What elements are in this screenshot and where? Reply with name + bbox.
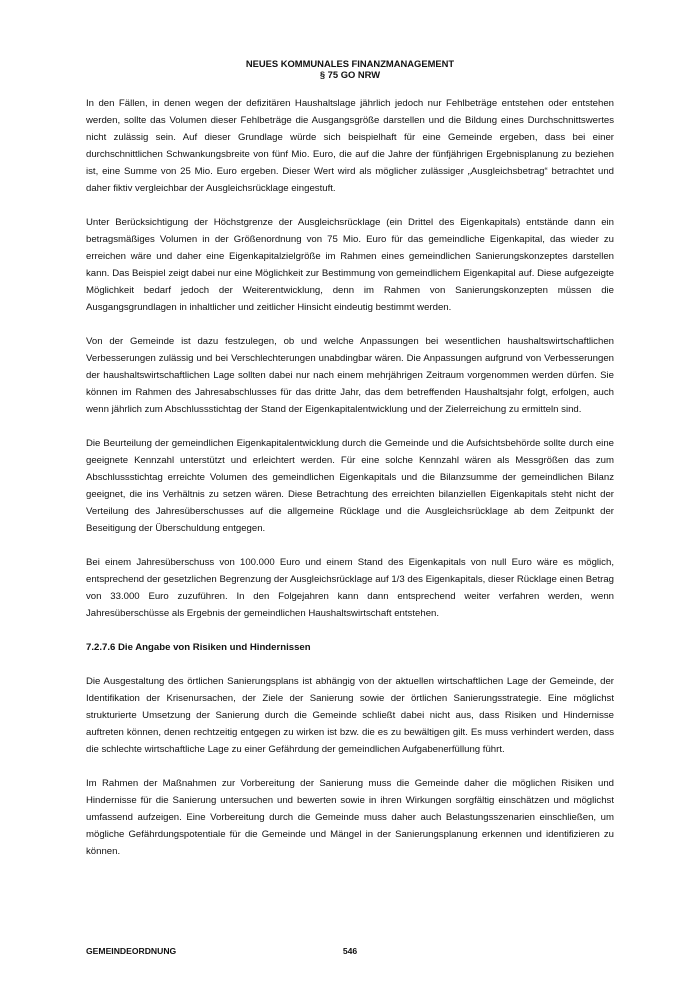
header-title: NEUES KOMMUNALES FINANZMANAGEMENT	[245, 58, 455, 69]
body-paragraph: Von der Gemeinde ist dazu festzulegen, ob und welche Anpassungen bei wesentlichen haushaltswirtschaftlichen Verbesserungen zulässig und bei Verschlechterungen unabdingbar wären. Die Anpassungen aufgrund von Verbesserungen der haushaltswirtschaftlichen Lage sollten dabei nur nach einem mehrjährigen Zeitraum vorgenommen werden dürfen. Sie können im Rahmen des Jahresabschlusses für das dritte Jahr, das dem betreffenden Haushaltsjahr folgt, erfolgen, auch wenn jährlich zum Abschlussstichtag der Stand der Eigenkapitalentwicklung und der Zielerreichung zu ermitteln sind.	[86, 336, 614, 415]
body-paragraph: Im Rahmen der Maßnahmen zur Vorbereitung der Sanierung muss die Gemeinde daher die möglichen Risiken und Hindernisse für die Sanierung untersuchen und bewerten sowie in ihren Wirkungen sorgfältig einschätzen und möglichst umfassend aufzeigen. Eine Vorbereitung durch die Gemeinde muss daher auch Belastungsszenarien einschließen, um mögliche Gefährdungspotentiale für die Gemeinde und Mängel in der Sanierungsplanung erkennen und identifizieren zu können.	[86, 778, 614, 857]
header-subtitle: § 75 GO NRW	[319, 69, 381, 80]
page-number: 546	[342, 946, 358, 956]
body-paragraph: Die Beurteilung der gemeindlichen Eigenkapitalentwicklung durch die Gemeinde und die Aufsichtsbehörde sollte durch eine geeignete Kennzahl unterstützt und erleichtert werden. Für eine solche Kennzahl wären als Messgrößen das zum Abschlussstichtag erreichte Volumen des gemeindlichen Eigenkapitals und die Bilanzsumme der gemeindlichen Bilanz geeignet, die ins Verhältnis zu setzen wären. Diese Betrachtung des erreichten bilanziellen Eigenkapitals steht nicht der Verteilung des Jahresüberschusses auf die allgemeine Rücklage und die Ausgleichsrücklage ab dem Zeitpunkt der Beseitigung der Überschuldung entgegen.	[86, 438, 614, 534]
section-heading: 7.2.7.6 Die Angabe von Risiken und Hindernissen	[86, 642, 311, 653]
body-paragraph: Bei einem Jahresüberschuss von 100.000 Euro und einem Stand des Eigenkapitals von null Euro wäre es möglich, entsprechend der gesetzlichen Begrenzung der Ausgleichsrücklage auf 1/3 des Eigenkapitals, dieser Rücklage einen Betrag von 33.000 Euro zuzuführen. In den Folgejahren kann dann entsprechend weiter verfahren werden, wenn Jahresüberschüsse als Ergebnis der gemeindlichen Haushaltswirtschaft entstehen.	[86, 557, 614, 619]
footer-title: GEMEINDEORDNUNG	[86, 946, 177, 956]
page-body	[86, 95, 614, 877]
body-paragraph: Unter Berücksichtigung der Höchstgrenze der Ausgleichsrücklage (ein Drittel des Eigenkapitals) entstände dann ein betragsmäßiges Volumen in der Größenordnung von 75 Mio. Euro für das gemeindliche Eigenkapital, das wieder zu erreichen wäre und daher eine Eigenkapitalzielgröße im Rahmen eines gemeindlichen Sanierungskonzeptes darstellen kann. Das Beispiel zeigt dabei nur eine Möglichkeit zur Bestimmung von gemeindlichem Eigenkapital auf. Diese aufgezeigte Möglichkeit bedarf jedoch der Weiterentwicklung, denn im Rahmen von Sanierungskonzepten müssen die Ausgangsgrundlagen in inhaltlicher und zeitlicher Hinsicht eindeutig bestimmt werden.	[86, 217, 614, 313]
body-paragraph: Die Ausgestaltung des örtlichen Sanierungsplans ist abhängig von der aktuellen wirtschaftlichen Lage der Gemeinde, der Identifikation der Krisenursachen, der Ziele der Sanierung sowie der örtlichen Sanierungsstrategie. Eine möglichst strukturierte Umsetzung der Sanierung durch die Gemeinde schließt dabei nicht aus, dass Risiken und Hindernisse auftreten können, denen rechtzeitig entgegen zu wirken ist bzw. die es zu bewältigen gilt. Es muss verhindert werden, dass die schlechte wirtschaftliche Lage zu einer Gefährdung der gemeindlichen Aufgabenerfüllung führt.	[86, 676, 614, 755]
body-paragraph: In den Fällen, in denen wegen der defizitären Haushaltslage jährlich jedoch nur Fehlbeträge entstehen oder entstehen werden, sollte das Volumen dieser Fehlbeträge die Ausgangsgröße darstellen und die Bildung eines Durchschnittswertes nicht zulässig sein. Auf dieser Grundlage würde sich beispielhaft für eine Gemeinde ergeben, dass bei einer durchschnittlichen Schwankungsbreite von fünf Mio. Euro, die auf die Jahre der fünfjährigen Ergebnisplanung zu beziehen ist, eine Summe von 25 Mio. Euro ergeben. Dieser Wert wird als möglicher zulässiger „Ausgleichsbetrag“ betrachtet und daher fiktiv vergleichbar der Ausgleichsrücklage eingestuft.	[86, 98, 614, 194]
page-header	[0, 58, 700, 80]
